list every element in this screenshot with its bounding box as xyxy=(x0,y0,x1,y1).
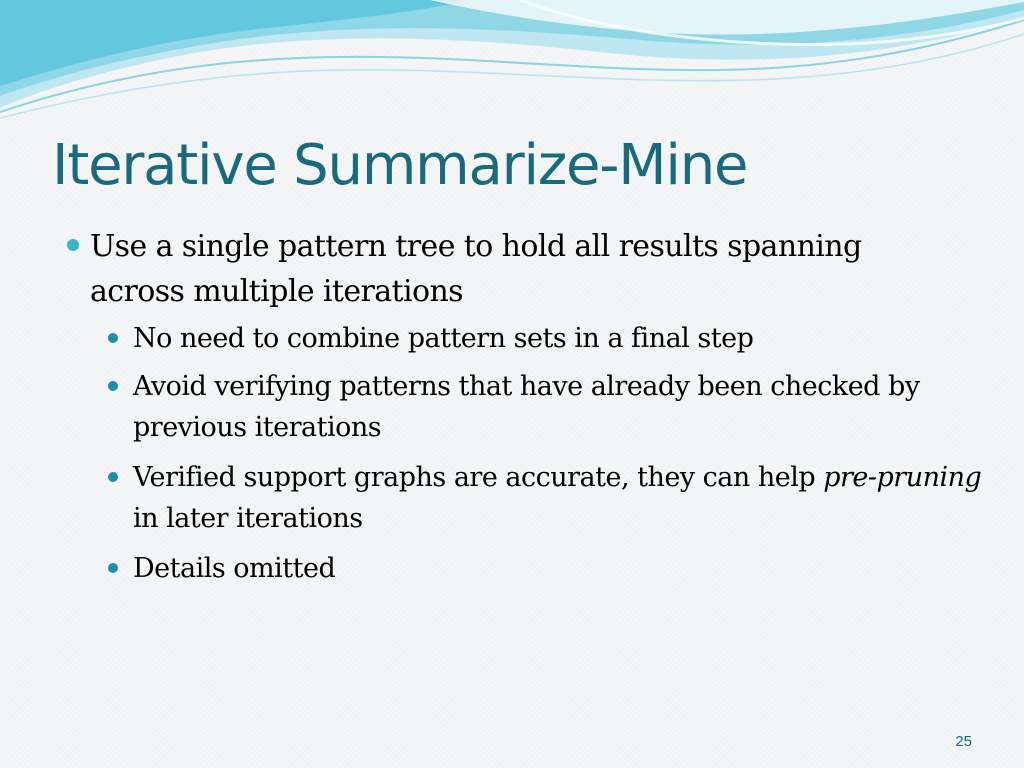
sub-bullet xyxy=(106,366,986,448)
page-number: 25 xyxy=(955,733,972,750)
sub-bullet-text: No need to combine pattern sets in a final step xyxy=(133,323,754,354)
sub-bullet xyxy=(106,548,986,589)
sub-bullet-text xyxy=(133,457,986,539)
sub-bullet-text: Avoid verifying patterns that have already been checked by previous iterations xyxy=(133,371,920,443)
bullet-dot-icon xyxy=(64,224,90,269)
bullet-text: Use a single pattern tree to hold all results spanning across multiple iterations xyxy=(90,229,862,309)
sub-bullet-text-part: Verified support graphs are accurate, they can help xyxy=(133,462,824,493)
sub-bullet-text-part: in later iterations xyxy=(133,503,363,534)
bullet-dot-icon xyxy=(106,457,133,498)
sub-bullet-text: Details omitted xyxy=(133,553,336,584)
sub-bullet xyxy=(106,457,986,539)
bullet-dot-icon xyxy=(106,366,133,407)
bullet-dot-icon xyxy=(106,318,133,359)
sub-bullet xyxy=(106,318,986,359)
slide-title: Iterative Summarize-Mine xyxy=(52,133,748,198)
sub-bullet-text-italic: pre-pruning xyxy=(823,462,982,493)
bullet-level1 xyxy=(64,224,944,314)
bullet-dot-icon xyxy=(106,548,133,589)
